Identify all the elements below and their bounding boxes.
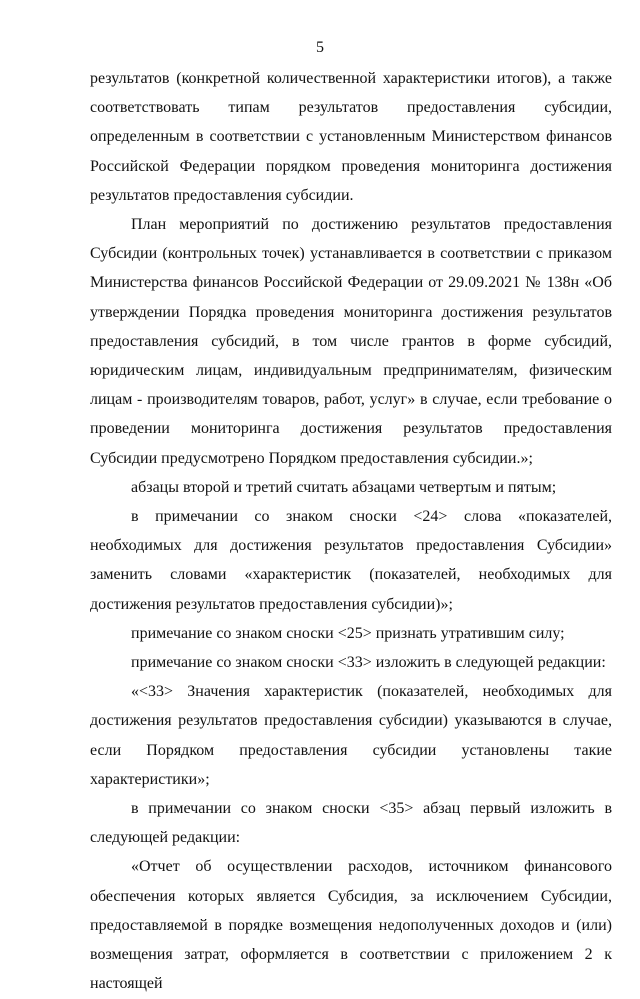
paragraph-footnote-25: примечание со знаком сноски <25> признать утратившим силу; xyxy=(131,624,565,642)
paragraph-footnote-33-intro: примечание со знаком сноски <33> изложить в следующей редакции: xyxy=(131,654,606,672)
paragraph-results-definition: результатов (конкретной количественной характеристики итогов), а также соответствовать типам результатов предоставления субсидии, определенным в соответствии с установленным Министерством финансов Российской Федерации порядком проведения мониторинга достижения результатов предоставления субсидии. xyxy=(90,70,612,204)
paragraph-footnote-35-intro: в примечании со знаком сноски <35> абзац первый изложить в следующей редакции: xyxy=(90,800,612,847)
paragraph-report-text: «Отчет об осуществлении расходов, источником финансового обеспечения которых является Субсидия, за исключением Субсидии, предоставляемой в порядке возмещения недополученных доходов и (или) возмещения затрат, оформляется в соответствии с приложением 2 к настоящей xyxy=(90,858,612,993)
document-body xyxy=(90,64,612,999)
paragraph-footnote-33-text: «<33> Значения характеристик (показателей, необходимых для достижения результатов предоставления субсидии) указываются в случае, если Порядком предоставления субсидии установлены такие характеристики»; xyxy=(90,683,612,788)
paragraph-action-plan: План мероприятий по достижению результатов предоставления Субсидии (контрольных точек) устанавливается в соответствии с приказом Министерства финансов Российской Федерации от 29.09.2021 № 138н «Об утверждении Порядка проведения мониторинга достижения результатов предоставления субсидий, в том числе грантов в форме субсидий, юридическим лицам, индивидуальным предпринимателям, физическим лицам - производителям товаров, работ, услуг» в случае, если требование о проведении мониторинга достижения результатов предоставления Субсидии предусмотрено Порядком предоставления субсидии.»; xyxy=(90,216,612,467)
paragraph-footnote-24: в примечании со знаком сноски <24> слова «показателей, необходимых для достижения результатов предоставления Субсидии» заменить словами «характеристик (показателей, необходимых для достижения результатов предоставления субсидии)»; xyxy=(90,508,612,613)
page-number: 5 xyxy=(316,39,324,56)
paragraph-renumber-abzacs: абзацы второй и третий считать абзацами четвертым и пятым; xyxy=(131,478,557,496)
